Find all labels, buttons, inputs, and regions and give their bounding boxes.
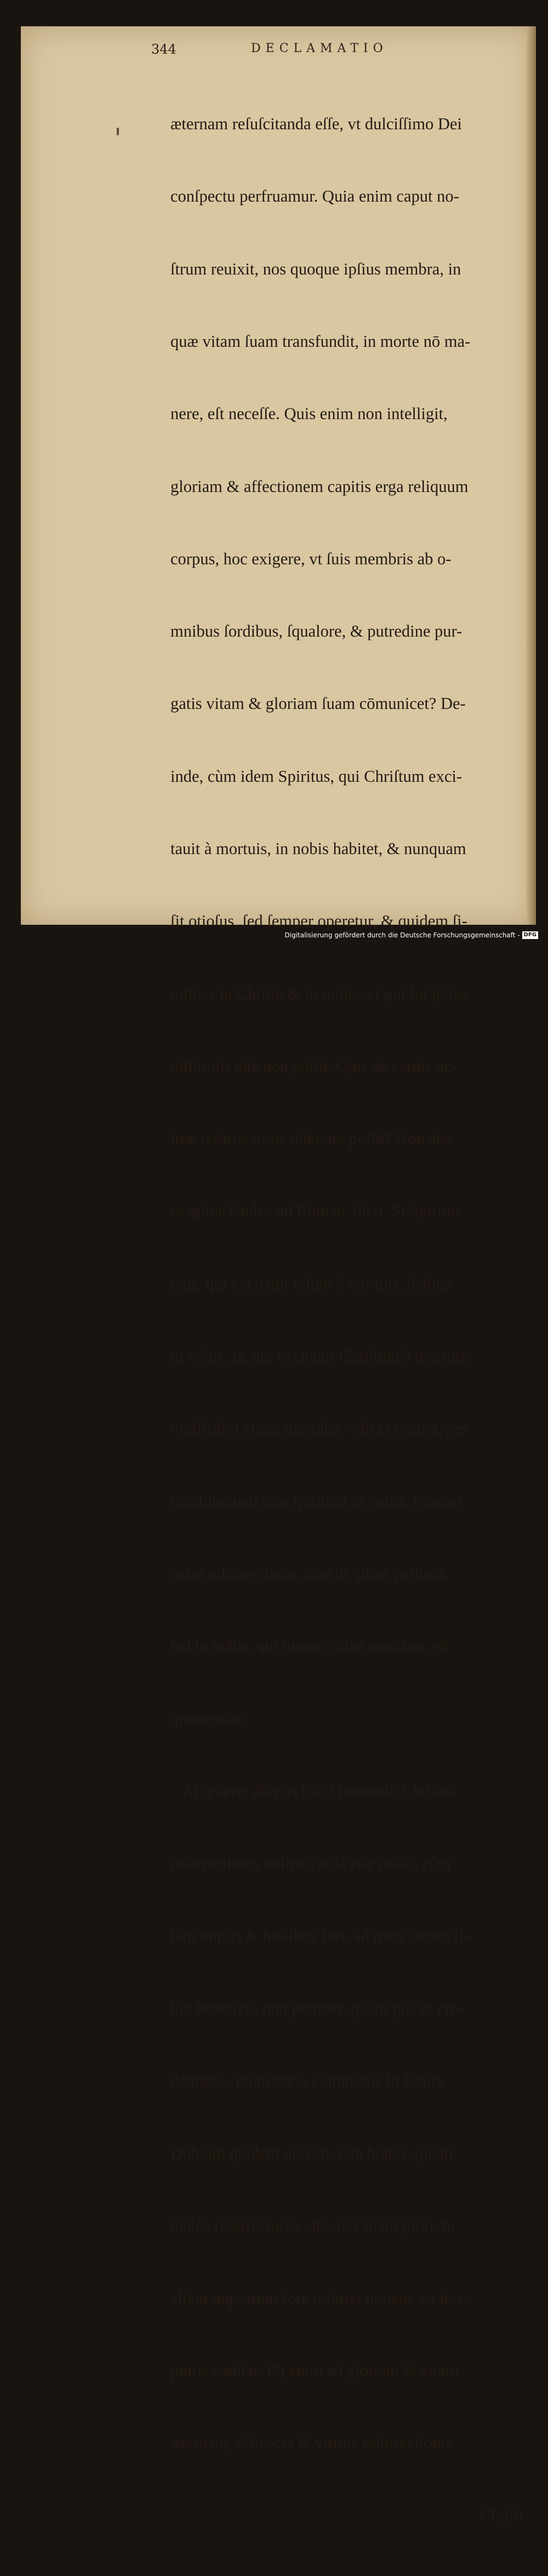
body-text bbox=[170, 64, 532, 2576]
text-line: gatis vitam & gloriam ſuam cōmunicet? De- bbox=[170, 694, 466, 713]
dfg-logo: DFG bbox=[522, 931, 538, 939]
margin-ink-mark bbox=[117, 128, 119, 135]
text-line: re igitur Paulus ad Roman. dicit, Si Spiritus bbox=[170, 1201, 462, 1221]
text-line: malos reſurrecturos eſſe, ſed aliam piorum, bbox=[170, 2216, 455, 2235]
text-line: corpus, hoc exigere, vt ſuis membris ab o- bbox=[170, 549, 452, 568]
text-line: reſurrectionis noſtræ cauſa eſſe poſſit, cùm bbox=[170, 1853, 451, 1873]
text-line: mnibus ſordibus, ſqualore, & putredine pur- bbox=[170, 622, 463, 641]
page-number: 344 bbox=[151, 42, 176, 57]
running-head: DECLAMATIO bbox=[251, 42, 388, 55]
text-line: inhabitantem eius ſpiritum in vobis. Fructus bbox=[170, 1491, 463, 1510]
text-line: ſit otioſus, ſed ſemper operetur, & quidem ſi- bbox=[170, 912, 467, 931]
text-line: eius, qui excitauit Ieſum à mortuis, habitat bbox=[170, 1274, 453, 1293]
text-line: Dubium quidem non eſt, tàm bonos, quàm bbox=[170, 2144, 453, 2163]
text-line: nere, eſt neceſſe. Quis enim non intelligit, bbox=[170, 404, 448, 423]
catchword: Chriſti. bbox=[480, 2506, 528, 2525]
text-line: lud beneficiū non pertinet, quàm pijs & cre- bbox=[170, 1999, 464, 2018]
text-line: viuificabit etiam mortalia veſtra corpora, per bbox=[170, 1419, 467, 1438]
text-line: militer in Chriſto & in nobis, vt qui ſui ipſius bbox=[170, 984, 469, 1003]
text-line: ſtrum reuixit, nos quoque ipſius membra, in bbox=[170, 259, 461, 278]
text-line: diſſimilis eſſe non poſſit, Quis de carnis no- bbox=[170, 1056, 459, 1075]
text-line: ſed in nobis, qui ſumus ipſius membra, eſt bbox=[170, 1636, 449, 1656]
text-line: inde, cùm idem Spiritus, qui Chriſtum exci- bbox=[170, 766, 462, 786]
text-line: enim reſurrectionis, non in ipſius perſona, bbox=[170, 1564, 448, 1583]
text-line: pturis conſtat. Pij enim ad gloriam & vitam bbox=[170, 2361, 459, 2380]
text-line: tàm impijs & hoſtibus Dei, ad quos tamen il- bbox=[170, 1926, 469, 1945]
text-line: quærendus. bbox=[170, 1709, 247, 1728]
text-line: ſtræ reſurrectione dubitare poſſit? Non abs bbox=[170, 1129, 452, 1148]
text-line: in vobis, is, qui excitauit Chriſtum à mortuis, bbox=[170, 1346, 471, 1365]
text-line: conſpectu perfruamur. Quia enim caput no- bbox=[170, 187, 459, 206]
text-line: æternam reſuſcitanda eſſe, vt dulciſſimo Dei bbox=[170, 115, 462, 134]
text-line: dentibus, reſuſcitatio communis ſit futura. bbox=[170, 2071, 448, 2090]
text-line: æternam, efficacia & virtute reſurrectionis bbox=[170, 2434, 452, 2453]
footer-credit-text: Digitalisierung gefördert durch die Deutsche Forschungsgemeinschaft - bbox=[284, 931, 520, 939]
text-line: aliam impiorum fore reſurrectionem, ex ſcri- bbox=[170, 2288, 468, 2308]
text-line: tauit à mortuis, in nobis habitet, & nunquam bbox=[170, 839, 466, 858]
text-line: At quæret aliquis hîc: Quomodo Chriſtus bbox=[170, 1781, 456, 1800]
text-line: gloriam & affectionem capitis erga reliquum bbox=[170, 477, 469, 496]
footer-credit bbox=[285, 931, 539, 939]
text-line: quæ vitam ſuam transfundit, in morte nō ma- bbox=[170, 332, 471, 351]
